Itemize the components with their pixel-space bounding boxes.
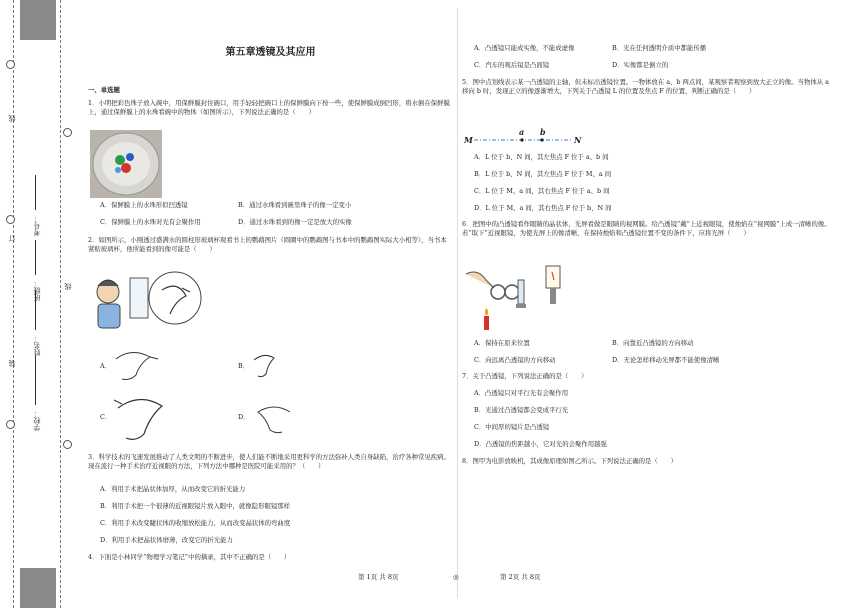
document-title: 第五章透镜及其应用 (225, 47, 316, 58)
question-2-option-c[interactable]: C． (100, 413, 112, 421)
principal-axis-diagram (462, 127, 592, 149)
seal-label-bind: 装 (8, 360, 16, 367)
axis-point-b-label: b (540, 127, 546, 137)
axis-point-a-label: a (519, 127, 525, 137)
seal-label-order: 订 (8, 235, 16, 242)
question-6-option-c[interactable]: C．向远离凸透镜的方向移动 (474, 356, 556, 364)
page-divider (457, 8, 458, 598)
field-school-blank[interactable] (35, 355, 36, 405)
question-7-option-b[interactable]: B．光通过凸透镜都会变成平行光 (474, 406, 569, 414)
field-name-label: 姓名： (33, 335, 41, 356)
field-class-label: 班级： (33, 280, 41, 301)
parrot-option-b-icon (250, 350, 280, 382)
question-4-stem: 4．下面是小林同学“物理学习笔记”中的摘录，其中不正确的是（ ） (88, 553, 291, 561)
gutter-gray-block-bottom (20, 568, 56, 608)
question-2-stem: 2．如图所示，小刚透过盛满水的圆柱形玻璃杯观看书上的鹦鹉图片（圆圈中的鹦鹉图与书本中的鹦鹉图实际大小相等），当书本紧贴玻璃杯，他所能看到的像可能是（ ） (88, 236, 447, 254)
question-1-option-a[interactable]: A．保鲜膜上的水珠形似凹透镜 (100, 201, 188, 209)
axis-label-n: N (574, 135, 582, 145)
question-3-option-c[interactable]: C．利用手术改变睫状体的收缩放松能力，从而改变晶状体的弯曲度 (100, 519, 291, 527)
seal-circle (6, 420, 15, 429)
binding-gutter (0, 0, 86, 608)
question-4-option-c[interactable]: C．汽车的观后镜是凸面镜 (474, 61, 550, 69)
field-number-blank[interactable] (35, 175, 36, 210)
question-1-option-c[interactable]: C．保鲜膜上的水珠对光有会聚作用 (100, 218, 201, 226)
seal-circle (63, 440, 72, 449)
question-4-option-a[interactable]: A．凸透镜只能成实像，不能成虚像 (474, 44, 575, 52)
question-1-option-d[interactable]: D．通过水珠看到的像一定是放大的实像 (238, 218, 352, 226)
seal-line-inner (60, 0, 61, 608)
question-2-option-b[interactable]: B． (238, 362, 250, 370)
field-number-label: 考号： (33, 215, 41, 236)
parrot-option-d-icon (250, 400, 296, 436)
question-3-option-a[interactable]: A．利用手术把晶状体加厚，从而改变它的折光能力 (100, 485, 246, 493)
bowl-beads-photo (90, 130, 162, 198)
question-1-option-b[interactable]: B．通过水珠看到碗里珠子的像一定变小 (238, 201, 352, 209)
question-8-stem: 8．图甲为电影放映机，其成像原理如图乙所示。下列说法正确的是（ ） (462, 457, 677, 465)
seal-circle (63, 128, 72, 137)
field-school-label: 学校： (33, 410, 41, 431)
question-3-stem: 3．科学技术的飞速发展推动了人类文明的不断进步，使人们能不断地采用更科学的方法弥补人类自身缺陷，治疗各种常见疾病。现在流行一种手术治疗近视眼的方法，下列方法中哪种是医院可能采用的？（ ） (88, 453, 450, 471)
parrot-option-a-icon (110, 345, 162, 385)
question-6-option-a[interactable]: A．保持在原来位置 (474, 339, 530, 347)
seal-circle (6, 60, 15, 69)
question-5-option-d[interactable]: D．L 位于 M、a 间，其右焦点 F 位于 b、N 间 (474, 204, 612, 212)
question-4-option-d[interactable]: D．实像都是倒立的 (612, 61, 669, 69)
question-3-option-d[interactable]: D．利用手术把晶状体磨薄，改变它的折光能力 (100, 536, 233, 544)
seal-line-outer (13, 0, 14, 608)
question-5-stem: 5．图中点划线表示某一凸透镜的主轴，但未标出透镜位置。一物体放在 a、b 两点间，某观察者观察到放大正立的像。当物体从 a 移向 b 时，发现正立的像逐渐增大，下列关于凸透镜 L 的位置及焦点 F 的位置，判断正确的是（ ） (462, 78, 829, 96)
question-6-option-b[interactable]: B．向靠近凸透镜的方向移动 (612, 339, 694, 347)
page-number-right: 第 2页 共 8页 (500, 573, 541, 581)
question-5-option-a[interactable]: A．L 位于 b、N 间，其左焦点 F 位于 a、b 间 (474, 153, 609, 161)
question-4-option-b[interactable]: B．光在任何透明介质中都能传播 (612, 44, 707, 52)
candle-lens-glasses-figure (464, 262, 564, 334)
axis-label-m: M (464, 135, 473, 145)
gutter-gray-block-top (20, 0, 56, 40)
boy-glass-parrot-figure (90, 270, 210, 332)
question-6-option-d[interactable]: D．无论怎样移动光屏都不能使像清晰 (612, 356, 720, 364)
question-1-stem: 1．小明把彩色珠子放入碗中，用保鲜膜封住碗口，用手轻轻把碗口上的保鲜膜向下按一些，使保鲜膜成倒凹形，将水倒在保鲜膜上，通过保鲜膜上的水珠看碗中的物体（如图所示），下列说法正确的是（ ） (88, 99, 450, 117)
field-class-blank[interactable] (35, 240, 36, 275)
seal-circle (6, 215, 15, 224)
question-7-stem: 7．关于凸透镜，下列说法正确的是（ ） (462, 372, 588, 380)
question-7-option-c[interactable]: C．中间厚的镜片是凸透镜 (474, 423, 550, 431)
question-2-option-a[interactable]: A． (100, 362, 112, 370)
question-5-option-b[interactable]: B．L 位于 b、N 间，其左焦点 F 位于 M、a 间 (474, 170, 612, 178)
question-7-option-a[interactable]: A．凸透镜只对平行光有会聚作用 (474, 389, 569, 397)
seal-label-line: 线 (8, 115, 16, 122)
page-center-mark: ◎ (453, 573, 459, 581)
page-number-left: 第 1页 共 8页 (358, 573, 399, 581)
section-heading: 一、单选题 (88, 86, 120, 94)
parrot-option-c-icon (110, 390, 170, 448)
question-7-option-d[interactable]: D．凸透镜的焦距越小，它对光的会聚作用越强 (474, 440, 607, 448)
seal-label-line-inner: 线 (64, 283, 72, 290)
question-5-option-c[interactable]: C．L 位于 M、a 间，其右焦点 F 位于 a、b 间 (474, 187, 610, 195)
question-2-option-d[interactable]: D． (238, 413, 250, 421)
question-3-option-b[interactable]: B．利用手术把一个很薄的近视眼镜片放入眼中，就像隐形眼镜那样 (100, 502, 291, 510)
question-6-stem: 6．把图中的凸透镜看作眼睛的晶状体，光屏看做是眼睛的视网膜。给凸透镜“戴”上近视眼镜，使烛焰在“视网膜”上成一清晰的像。若“取下”近视眼镜，为使光屏上的像清晰，在保持烛焰和凸透镜位置不变的条件下，应将光屏（ ） (462, 220, 831, 238)
